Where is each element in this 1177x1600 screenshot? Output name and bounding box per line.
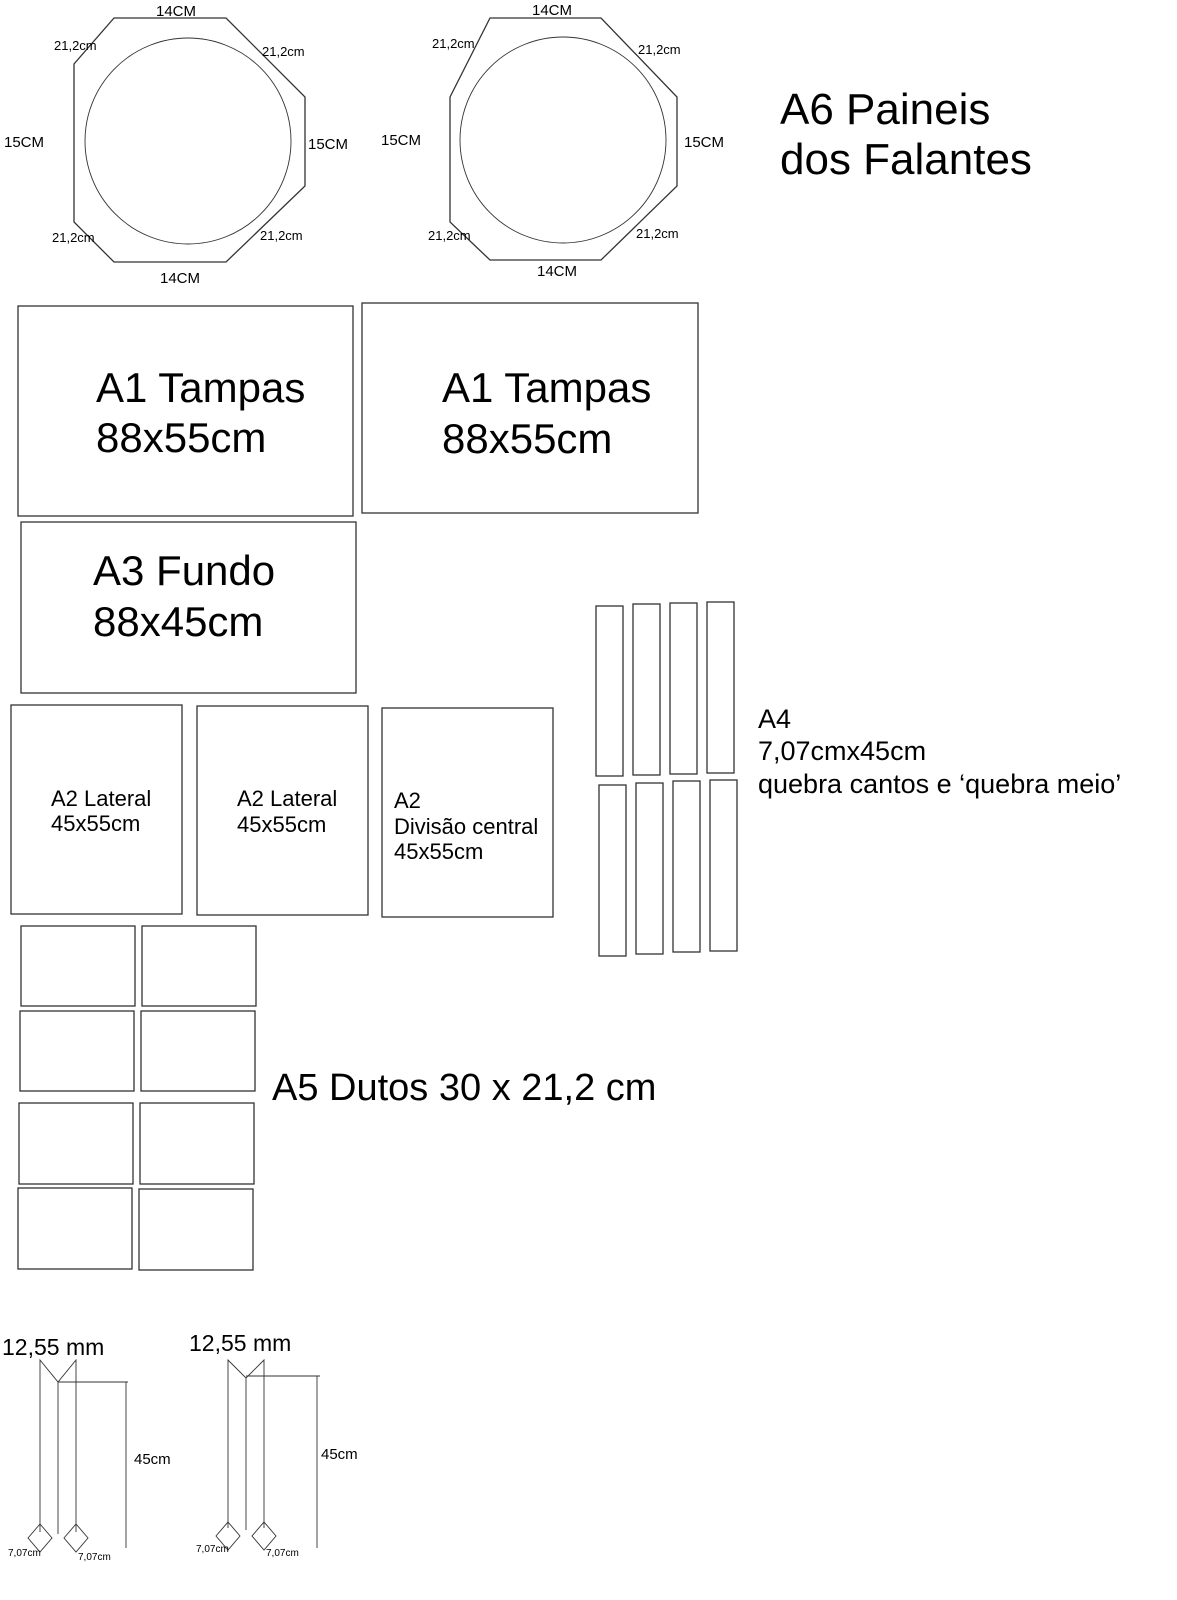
dim-top: 14CM: [156, 3, 197, 20]
strip: [673, 781, 700, 952]
panel-outline: [18, 306, 353, 516]
panel-name: A2 Lateral: [237, 786, 338, 811]
dim-diag-tl: 21,2cm: [54, 38, 97, 53]
panel-tampa-1: [18, 306, 353, 516]
dim-left: 15CM: [381, 132, 422, 149]
duct-panel: [140, 1103, 254, 1184]
detail-mm-label: 12,55 mm: [189, 1330, 292, 1356]
strip: [636, 783, 663, 954]
panel-lateral-2: [197, 706, 368, 915]
dim-top: 14CM: [532, 2, 573, 19]
title-line-1: A6 Paineis: [780, 85, 991, 134]
dim-left: 15CM: [4, 134, 45, 151]
a4-line-3: quebra cantos e ‘quebra meio’: [758, 769, 1122, 799]
detail-width-label-2: 7,07cm: [78, 1552, 111, 1563]
detail-mm-label: 12,55 mm: [2, 1334, 105, 1360]
title-line-2: dos Falantes: [780, 135, 1032, 184]
detail-width-label-2: 7,07cm: [266, 1548, 299, 1559]
panel-divisao-central: [382, 708, 553, 917]
dim-diag-br: 21,2cm: [260, 228, 303, 243]
strip-detail-1: [2, 1334, 171, 1563]
panel-size: 45x55cm: [237, 812, 327, 837]
dim-diag-tr: 21,2cm: [638, 42, 681, 57]
panel-name: A3 Fundo: [93, 547, 276, 594]
detail-width-label-1: 7,07cm: [8, 1548, 41, 1559]
strip: [633, 604, 660, 775]
duct-panel: [139, 1189, 253, 1270]
panel-line-2: Divisão central: [394, 814, 539, 839]
panel-name: A1 Tampas: [442, 364, 652, 411]
panel-size: 45x55cm: [51, 811, 141, 836]
a5-ducts: [18, 926, 256, 1270]
a4-line-1: A4: [758, 704, 792, 734]
duct-panel: [20, 1011, 134, 1091]
a4-label: [758, 704, 1121, 799]
a4-strips: [596, 602, 737, 956]
speaker-panels-title: [780, 85, 1032, 184]
strip-detail-2: [189, 1330, 358, 1559]
panel-line-3: 45x55cm: [394, 839, 484, 864]
dim-right: 15CM: [308, 136, 349, 153]
duct-panel: [141, 1011, 255, 1091]
a4-line-2: 7,07cmx45cm: [758, 736, 927, 766]
speaker-panel-right: [381, 2, 724, 280]
dim-diag-tr: 21,2cm: [262, 44, 305, 59]
dim-diag-tl: 21,2cm: [432, 36, 475, 51]
panel-tampa-2: [362, 303, 698, 513]
strip: [710, 780, 737, 951]
panel-size: 88x55cm: [442, 415, 613, 462]
panel-lateral-1: [11, 705, 182, 914]
panel-fundo: [21, 522, 356, 693]
dim-diag-bl: 21,2cm: [52, 230, 95, 245]
dim-diag-bl: 21,2cm: [428, 228, 471, 243]
strip: [599, 785, 626, 956]
detail-length-label: 45cm: [321, 1446, 358, 1463]
dim-bottom: 14CM: [160, 270, 201, 287]
panel-line-1: A2: [394, 788, 421, 813]
duct-panel: [142, 926, 256, 1006]
panel-size: 88x55cm: [96, 414, 267, 461]
dim-bottom: 14CM: [537, 263, 578, 280]
strip: [670, 603, 697, 774]
panel-name: A2 Lateral: [51, 786, 152, 811]
duct-panel: [18, 1188, 132, 1269]
panel-size: 88x45cm: [93, 598, 264, 645]
speaker-panel-left: [4, 3, 348, 287]
speaker-cutout-circle: [460, 37, 666, 243]
strip: [707, 602, 734, 773]
panel-name: A1 Tampas: [96, 364, 306, 411]
a5-label: A5 Dutos 30 x 21,2 cm: [272, 1067, 657, 1109]
speaker-cutout-circle: [85, 38, 291, 244]
duct-panel: [19, 1103, 133, 1184]
dim-diag-br: 21,2cm: [636, 226, 679, 241]
detail-length-label: 45cm: [134, 1451, 171, 1468]
duct-panel: [21, 926, 135, 1006]
dim-right: 15CM: [684, 134, 725, 151]
detail-width-label-1: 7,07cm: [196, 1544, 229, 1555]
strip: [596, 606, 623, 776]
